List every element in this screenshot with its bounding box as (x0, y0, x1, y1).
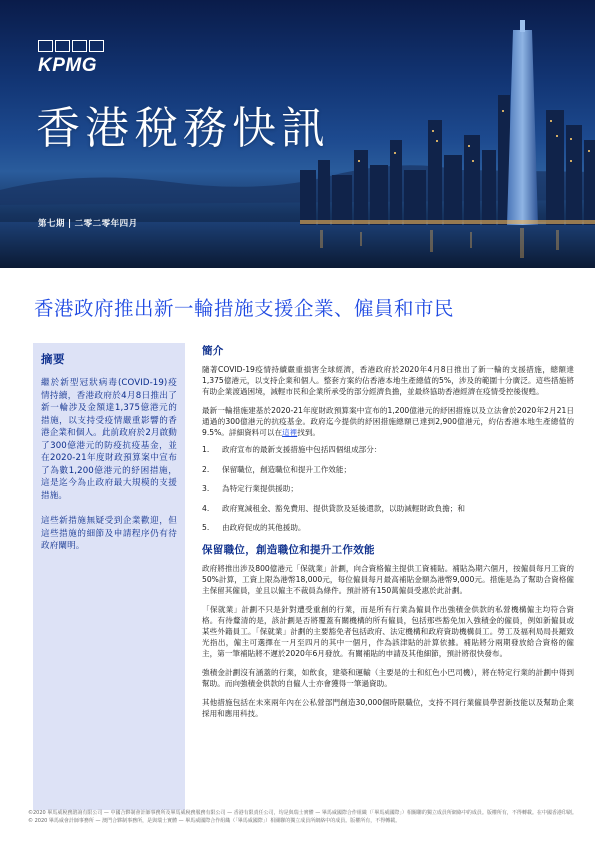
issue-date: 二零二零年四月 (74, 219, 138, 229)
list-item-number: 4. (202, 503, 210, 513)
intro-paragraph-2 (202, 405, 574, 438)
newsletter-title: 香港稅務快訊 (36, 103, 330, 154)
list-item-text: 政府寬減租金、豁免費用、提供貸款及延後還款，以助減輕財政負擔；和 (222, 503, 465, 513)
list-item-number: 5. (202, 523, 210, 532)
section-2-paragraph-2: 「保就業」計劃不只是針對遭受重創的行業，而是所有行業為僱員作出強積金供款的私營機構僱主均符合資格。有待釐清的是，該計劃是否將覆蓋有關機構的所有僱員，包括那些豁免加入強積金的僱員，例如新僱員或某些外籍員工。「保就業」計劃的主要豁免者包括政府、法定機構和政府資助機構員工。勞工及福利局局長羅致光指出，僱主可選擇在一月至四月的其中一個月，作為該津貼的計算依據。補貼將分兩期發放給合資格的僱主，第一筆補貼將不遲於2020年6月發放。有關補貼的申請及其他細節，預計將很快發布。 (202, 604, 574, 658)
intro-heading: 簡介 (202, 345, 224, 357)
list-item (202, 503, 574, 514)
summary-title: 摘要 (41, 352, 65, 366)
section-2-heading: 保留職位，創造職位和提升工作效能 (202, 543, 375, 556)
summary-sidebar (33, 343, 185, 810)
list-item-number: 3. (202, 484, 210, 493)
intro-paragraph-2-text-a: 最新一輪措施建基於2020-21年度財政預算案中宣布的1,200億港元的紓困措施以及立法會於2020年2月21日通過的300億港元的抗疫基金。政府迄今提供的紓困措施總額已達到2,900億港元，約佔香港本地生產總值的9.5%。詳細資料可以在 (202, 406, 574, 437)
copyright-footer (28, 810, 578, 825)
article-headline: 香港政府推出新一輪措施支援企業、僱員和市民 (34, 297, 455, 320)
list-item (202, 522, 574, 533)
list-item-text: 政府宣布的最新支援措施中包括四個組成部分： (222, 445, 382, 454)
issue-number: 第七期 (38, 219, 66, 229)
copyright-line-1: ©2020 畢馬威稅務諮詢有限公司 — 中國合夥制會計師事務所及畢馬威稅務服務有限公司 — 香港有限責任公司，均是與瑞士實體 — 畢馬威國際合作組織（「畢馬威國際」）相關聯的獨立成員所網絡中的成員。版權所有，不得轉載。在中國香港印刷。 (28, 810, 577, 816)
section-2-paragraph-3: 強積金計劃沒有涵蓋的行業，如飲食，建築和運輸（主要是的士和紅色小巴司機），將在特定行業的計劃中得到幫助。而向強積金供款的自僱人士亦會獲得一筆過資助。 (202, 667, 574, 688)
kpmg-logo (38, 40, 104, 77)
summary-paragraph-1: 繼於新型冠狀病毒(COVID-19)疫情持續，香港政府於4月8日推出了新一輪涉及金額達1,375億港元的措施，以支持受疫情嚴重影響的香港企業和個人。此前政府於2月啟動了300億港元的防疫抗疫基金，並在2020-21年度財政預算案中宣布了為數1,200億港元的紓困措施，這是迄今為止政府最大規模的支援措施。 (41, 378, 177, 501)
section-2-paragraph-1: 政府將推出涉及800億港元「保就業」計劃，向合資格僱主提供工資補貼。補貼為期六個月，按僱員每月工資的50%計算，工資上限為港幣18,000元，每位僱員每月最高補貼金額為港幣9,000元。措施是為了幫助合資格僱主保留其僱員，並且以僱主不裁員為條件。預計將有150萬僱員受惠於此計劃。 (202, 563, 574, 595)
kpmg-logo-boxes (38, 40, 104, 52)
list-item (202, 464, 574, 475)
list-item-number: 1. (202, 445, 210, 454)
section-2-paragraph-4: 其他措施包括在未來兩年內在公私營部門創造30,000個時限職位，支持不同行業僱員學習新技能以及幫助企業採用和應用科技。 (202, 697, 574, 718)
list-item-text: 由政府促成的其他援助。 (222, 523, 306, 532)
here-link[interactable]: 這裡 (282, 428, 298, 437)
kpmg-logo-text: KPMG (38, 55, 97, 76)
intro-paragraph-2-text-b: 找到。 (297, 428, 321, 437)
summary-paragraph-2: 這些新措施無疑受到企業歡迎，但這些措施的細節及申請程序仍有待政府闡明。 (41, 516, 177, 551)
measures-list (202, 444, 574, 533)
copyright-line-2: © 2020 畢馬威會計師事務所 — 澳門合夥制事務所，是與瑞士實體 — 畢馬威國際合作組織（「畢馬威國際」）相關聯的獨立成員所網絡中的成員。版權所有，不得轉載。 (28, 817, 401, 824)
intro-paragraph-1: 隨著COVID-19疫情持續嚴重損害全球經濟，香港政府於2020年4月8日推出了新一輪的支援措施，總額達1,375億港元，以支持企業和個人。整套方案約佔香港本地生產總值的5%，涉及的範圍十分廣泛。這些措施將有助企業渡過困境，減輕市民和企業所承受的部分經濟負擔，並最終協助香港經濟在疫情受控後復甦。 (202, 365, 574, 396)
issue-info (38, 217, 138, 229)
list-item-text: 為特定行業提供援助； (222, 484, 298, 493)
issue-separator: | (68, 219, 72, 229)
list-item-text: 保留職位，創造職位和提升工作效能； (222, 464, 352, 474)
article-body (202, 343, 574, 719)
list-item-number: 2. (202, 464, 210, 474)
list-item (202, 444, 574, 455)
hero-banner (0, 0, 595, 268)
list-item (202, 483, 574, 494)
